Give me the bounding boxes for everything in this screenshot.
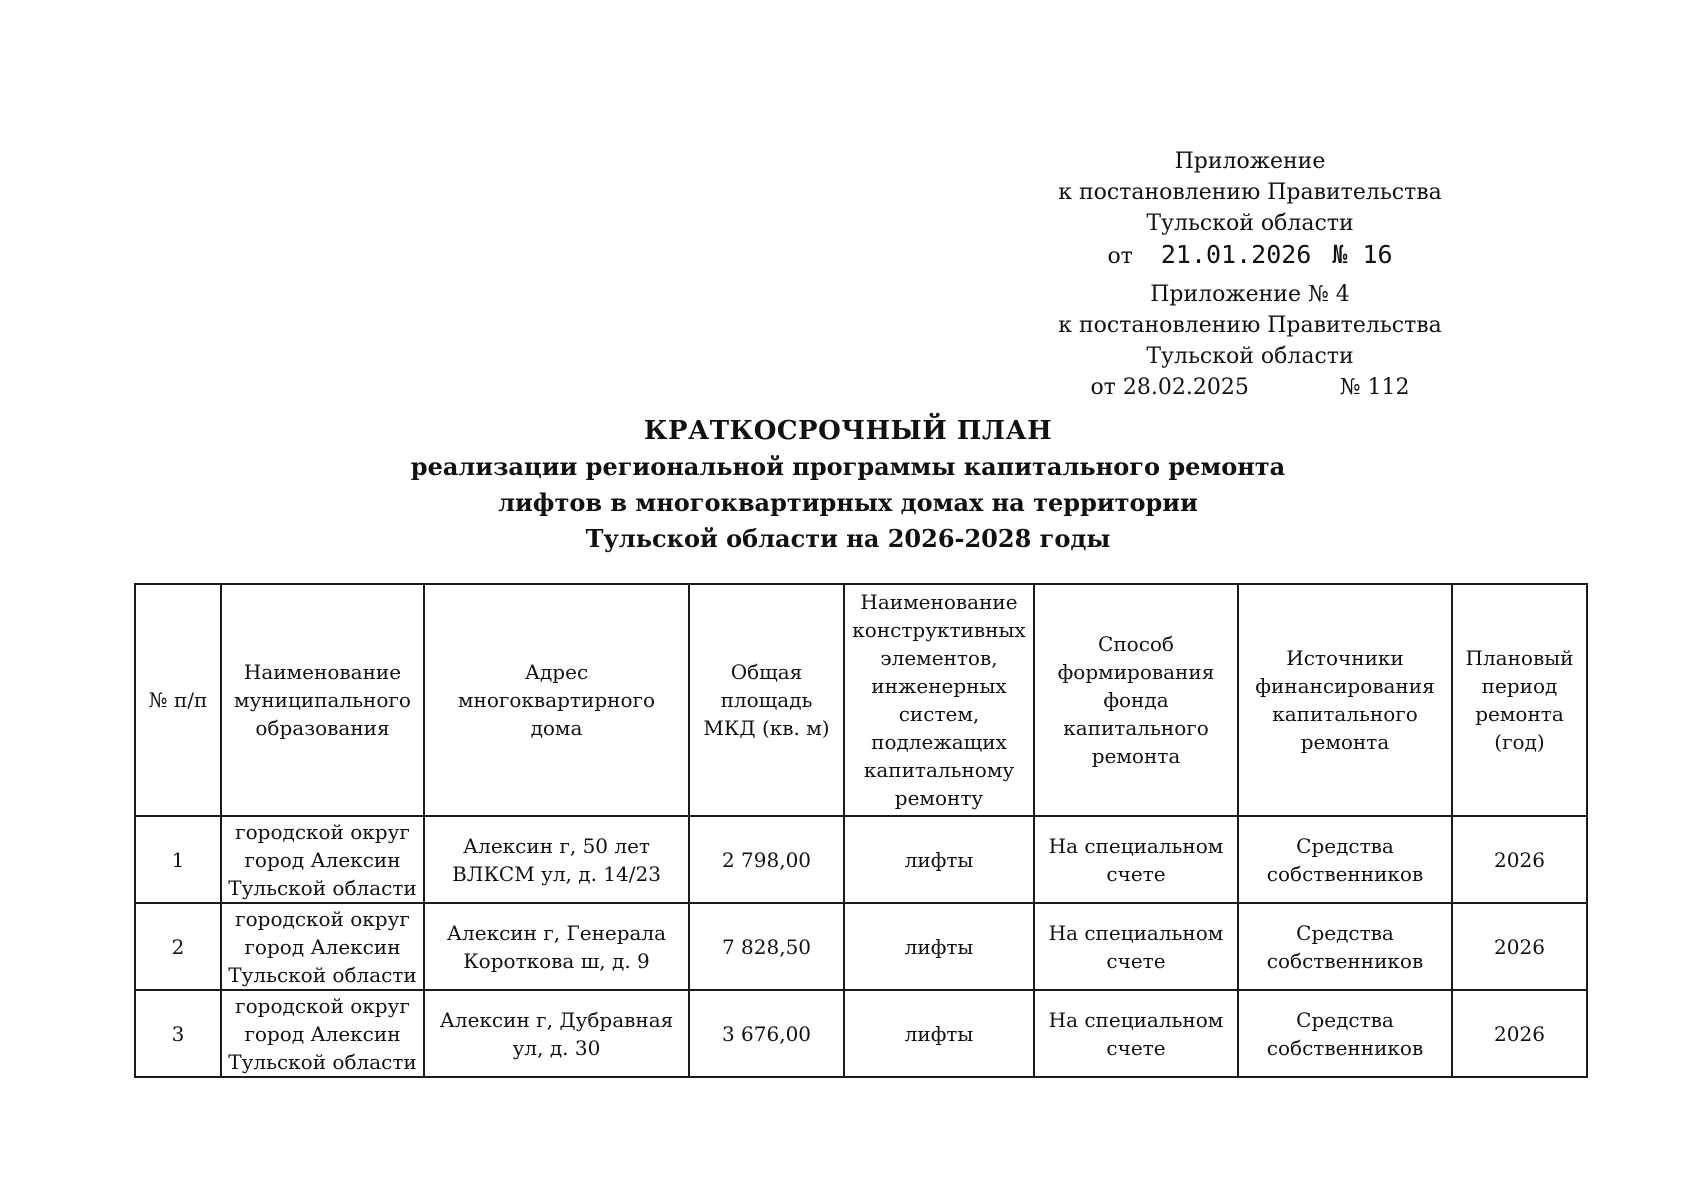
cell-elements: лифты: [844, 816, 1034, 903]
cell-period: 2026: [1452, 990, 1587, 1077]
resolution-date: 21.01.2026: [1160, 240, 1312, 269]
header-municipality: Наименование муниципального образования: [221, 584, 424, 816]
date-prefix: от: [1107, 244, 1133, 269]
date-prefix: от: [1090, 375, 1116, 400]
title-line-2: реализации региональной программы капитального ремонта: [410, 452, 1286, 481]
attachment-label: Приложение № 4: [1150, 282, 1350, 307]
cell-financing: Средства собственников: [1238, 903, 1452, 990]
attachment-region: Тульской области: [1146, 211, 1354, 236]
cell-elements: лифты: [844, 990, 1034, 1077]
cell-municipality: городской округ город Алексин Тульской области: [221, 903, 424, 990]
attachment-date-line: [1040, 372, 1460, 403]
header-fund-method: Способ формирования фонда капитального ремонта: [1034, 584, 1238, 816]
cell-address: Алексин г, Дубравная ул, д. 30: [424, 990, 689, 1077]
title-line-4: Тульской области на 2026-2028 годы: [585, 524, 1111, 553]
cell-fund-method: На специальном счете: [1034, 903, 1238, 990]
cell-financing: Средства собственников: [1238, 816, 1452, 903]
document-title: [300, 413, 1396, 557]
cell-area: 3 676,00: [689, 990, 844, 1077]
cell-financing: Средства собственников: [1238, 990, 1452, 1077]
cell-municipality: городской округ город Алексин Тульской области: [221, 816, 424, 903]
cell-num: 2: [135, 903, 221, 990]
title-main: КРАТКОСРОЧНЫЙ ПЛАН: [643, 416, 1053, 446]
cell-elements: лифты: [844, 903, 1034, 990]
header-num: № п/п: [135, 584, 221, 816]
header-address: Адрес многоквартирного дома: [424, 584, 689, 816]
attachment-date-line: [1040, 239, 1460, 272]
cell-fund-method: На специальном счете: [1034, 816, 1238, 903]
table-row: [135, 903, 1587, 990]
cell-num: 1: [135, 816, 221, 903]
attachment-resolution: к постановлению Правительства: [1058, 313, 1442, 338]
cell-num: 3: [135, 990, 221, 1077]
resolution-number: № 16: [1332, 240, 1393, 269]
header-period: Плановый период ремонта (год): [1452, 584, 1587, 816]
plan-table: [134, 583, 1588, 1078]
cell-fund-method: На специальном счете: [1034, 990, 1238, 1077]
header-area: Общая площадь МКД (кв. м): [689, 584, 844, 816]
resolution-date: 28.02.2025: [1122, 375, 1249, 400]
cell-area: 7 828,50: [689, 903, 844, 990]
cell-address: Алексин г, 50 лет ВЛКСМ ул, д. 14/23: [424, 816, 689, 903]
attachment-region: Тульской области: [1146, 344, 1354, 369]
cell-area: 2 798,00: [689, 816, 844, 903]
resolution-number: № 112: [1339, 375, 1410, 400]
cell-address: Алексин г, Генерала Короткова ш, д. 9: [424, 903, 689, 990]
attachment-resolution: к постановлению Правительства: [1058, 180, 1442, 205]
cell-period: 2026: [1452, 816, 1587, 903]
table-row: [135, 990, 1587, 1077]
header-financing: Источники финансирования капитального ремонта: [1238, 584, 1452, 816]
cell-municipality: городской округ город Алексин Тульской области: [221, 990, 424, 1077]
title-line-3: лифтов в многоквартирных домах на территории: [498, 488, 1198, 517]
attachment-previous: [1040, 279, 1460, 403]
header-elements: Наименование конструктивных элементов, инженерных систем, подлежащих капитальному ремонту: [844, 584, 1034, 816]
table-header-row: [135, 584, 1587, 816]
attachment-label: Приложение: [1174, 149, 1326, 174]
table-row: [135, 816, 1587, 903]
attachment-current: [1040, 146, 1460, 272]
cell-period: 2026: [1452, 903, 1587, 990]
